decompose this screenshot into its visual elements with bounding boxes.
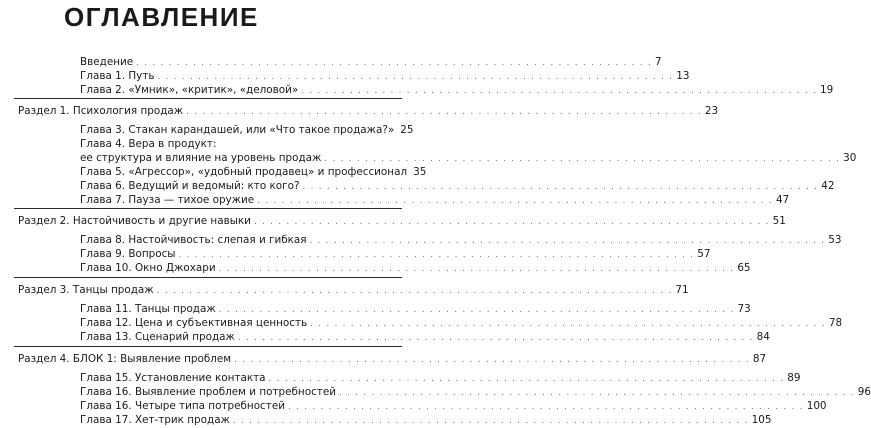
toc-entry-label: Глава 10. Окно Джохари <box>80 262 216 274</box>
toc-page-number: 89 <box>787 372 801 384</box>
toc-page-number: 19 <box>819 84 834 96</box>
dot-leader: . . . . . . . . . . . . . . . . . . . . . . . . . . . . . . . . . . . . . . . . . . . . . . . . . . . . . . . . . . . . . . . . <box>156 286 673 296</box>
toc-page-number: 78 <box>828 317 843 329</box>
toc-page-number: 84 <box>756 331 770 343</box>
dot-leader: . . . . . . . . . . . . . . . . . . . . . . . . . . . . . . . . . . . . . . . . . . . . . . . . . . . . . . . . . . . . . . . . <box>157 72 674 82</box>
toc-entry-chapter-7 <box>80 193 790 207</box>
toc-page-number: 30 <box>843 152 857 164</box>
toc-entry-chapter-4-continued <box>80 151 857 165</box>
toc-page-number: 7 <box>654 56 662 68</box>
toc-page-number: 96 <box>857 386 871 398</box>
toc-entry-label: Глава 16. Четыре типа потребностей <box>80 400 285 412</box>
toc-entry-label: Введение <box>80 56 134 68</box>
toc-entry-chapter-1 <box>80 69 690 83</box>
toc-entry-section-4 <box>18 352 767 366</box>
toc-entry-chapter-13 <box>80 330 770 344</box>
dot-leader: . . . . . . . . . . . . . . . . . . . . . . . . . . . . . . . . . . . . . . . . . . . . . . . . . . . . . . . . . . . . . . . . <box>257 196 773 206</box>
toc-page-number: 105 <box>751 414 772 426</box>
toc-entry-label: Глава 12. Цена и субъективная ценность <box>80 317 308 329</box>
dot-leader: . . . . . . . . . . . . . . . . . . . . . . . . . . . . . . . . . . . . . . . . . . . . . . . . . . . . . . . . . . . . . . . . <box>237 333 754 343</box>
dot-leader: . . . . . . . . . . . . . . . . . . . . . . . . . . . . . . . . . . . . . . . . . . . . . . . . . . . . . . . . . . . . . . . . <box>302 182 819 192</box>
toc-page-number: 47 <box>775 194 790 206</box>
toc-entry-label: Раздел 1. Психология продаж <box>18 105 184 117</box>
toc-entry-chapter-4 <box>80 137 402 151</box>
toc-entry-label: Глава 17. Хет-трик продаж <box>80 414 230 426</box>
dot-leader: . . . . . . . . . . . . . . . . . . . . . . . . . . . . . . . . . . . . . . . . . . . . . . . . . . . . . . . . . . . . . . . . <box>309 236 826 246</box>
toc-page-number: 42 <box>821 180 835 192</box>
toc-entry-intro <box>80 55 662 69</box>
toc-entry-chapter-5 <box>80 165 427 179</box>
toc-entry-chapter-9 <box>80 247 711 261</box>
toc-entry-label: Глава 11. Танцы продаж <box>80 303 216 315</box>
toc-entry-label: Глава 6. Ведущий и ведомый: кто кого? <box>80 180 300 192</box>
toc-entry-label: Глава 5. «Агрессор», «удобный продавец» и профессионал <box>80 166 408 178</box>
toc-page-number: 87 <box>752 353 767 365</box>
dot-leader: . . . . . . . . . . . . . . . . . . . . . . . . . . . . . . . . . . . . . . . . . . . . . . . . . . . . . . . . . . . . . . . . <box>218 305 735 315</box>
toc-page-number: 71 <box>675 284 689 296</box>
toc-page-number: 23 <box>704 105 719 117</box>
dot-leader: . . . . . . . . . . . . . . . . . . . . . . . . . . . . . . . . . . . . . . . . . . . . . . . . . . . . . . . . . . . . . . . . <box>253 217 770 227</box>
toc-page-number: 65 <box>737 262 751 274</box>
toc-entry-chapter-2 <box>80 83 834 97</box>
dot-leader: . . . . . . . . . . . . . . . . . . . . . . . . . . . . . . . . . . . . . . . . . . . . . . . . . . . . . . . . . . . . . . . . <box>136 58 652 68</box>
toc-entry-label: Глава 15. Установление контакта <box>80 372 266 384</box>
toc-entry-label: Раздел 4. БЛОК 1: Выявление проблем <box>18 353 232 365</box>
toc-entry-chapter-3 <box>80 123 414 137</box>
toc-entry-chapter-11 <box>80 302 751 316</box>
toc-page-number: 53 <box>828 234 842 246</box>
toc-page-number: 25 <box>400 124 414 136</box>
toc-entry-label: Глава 13. Сценарий продаж <box>80 331 235 343</box>
dot-leader: . . . . . . . . . . . . . . . . . . . . . . . . . . . . . . . . . . . . . . . . . . . . . . . . . . . . . . . . . . . . . . . . <box>324 154 841 164</box>
dot-leader: . . . . . . . . . . . . . . . . . . . . . . . . . . . . . . . . . . . . . . . . . . . . . . . . . . . . . . . . . . . . . . . . <box>232 416 749 426</box>
dot-leader: . . . . . . . . . . . . . . . . . . . . . . . . . . . . . . . . . . . . . . . . . . . . . . . . . . . . . . . . . . . . . . . . <box>234 355 750 365</box>
section-divider <box>14 346 402 347</box>
toc-entry-label: ее структура и влияние на уровень продаж <box>80 152 322 164</box>
toc-entry-label: Глава 2. «Умник», «критик», «деловой» <box>80 84 299 96</box>
toc-entry-chapter-8 <box>80 233 842 247</box>
toc-page-number: 57 <box>697 248 711 260</box>
toc-page-number: 51 <box>772 215 786 227</box>
toc-entry-section-1 <box>18 104 719 118</box>
dot-leader: . . . . . . . . . . . . . . . . . . . . . . . . . . . . . . . . . . . . . . . . . . . . . . . . . . . . . . . . . . . . . . . . <box>178 250 695 260</box>
dot-leader: . . . . . . . . . . . . . . . . . . . . . . . . . . . . . . . . . . . . . . . . . . . . . . . . . . . . . . . . . . . . . . . . <box>339 388 855 398</box>
toc-entry-label: Раздел 2. Настойчивость и другие навыки <box>18 215 251 227</box>
page-title: ОГЛАВЛЕНИЕ <box>64 2 259 32</box>
toc-page-number: 73 <box>737 303 751 315</box>
toc-entry-chapter-12 <box>80 316 843 330</box>
toc-page-number: 35 <box>413 166 427 178</box>
dot-leader: . . . . . . . . . . . . . . . . . . . . . . . . . . . . . . . . . . . . . . . . . . . . . . . . . . . . . . . . . . . . . . . . <box>310 319 826 329</box>
toc-entry-label: Глава 16. Выявление проблем и потребностей <box>80 386 336 398</box>
toc-entry-label: Глава 9. Вопросы <box>80 248 176 260</box>
dot-leader: . . . . . . . . . . . . . . . . . . . . . . . . . . . . . . . . . . . . . . . . . . . . . . . . . . . . . . . . . . . . . . . . <box>301 86 817 96</box>
toc-entry-label: Глава 1. Путь <box>80 70 155 82</box>
dot-leader: . . . . . . . . . . . . . . . . . . . . . . . . . . . . . . . . . . . . . . . . . . . . . . . . . . . . . . . . . . . . . . . . <box>268 374 785 384</box>
toc-entry-label: Глава 3. Стакан карандашей, или «Что такое продажа?» <box>80 124 395 136</box>
toc-entry-chapter-17 <box>80 413 772 427</box>
section-divider <box>14 277 402 278</box>
toc-page-number: 100 <box>806 400 827 412</box>
toc-entry-chapter-6 <box>80 179 835 193</box>
toc-entry-label: Глава 8. Настойчивость: слепая и гибкая <box>80 234 307 246</box>
toc-entry-section-3 <box>18 283 689 297</box>
toc-entry-section-2 <box>18 214 786 228</box>
toc-entry-label: Глава 7. Пауза — тихое оружие <box>80 194 255 206</box>
dot-leader: . . . . . . . . . . . . . . . . . . . . . . . . . . . . . . . . . . . . . . . . . . . . . . . . . . . . . . . . . . . . . . . . <box>287 402 804 412</box>
toc-entry-label: Глава 4. Вера в продукт: <box>80 138 217 150</box>
toc-entry-chapter-10 <box>80 261 751 275</box>
toc-page-number: 13 <box>676 70 690 82</box>
section-divider <box>14 98 402 99</box>
toc-entry-chapter-16b <box>80 399 827 413</box>
toc-entry-chapter-16 <box>80 385 871 399</box>
dot-leader: . . . . . . . . . . . . . . . . . . . . . . . . . . . . . . . . . . . . . . . . . . . . . . . . . . . . . . . . . . . . . . . . <box>186 107 702 117</box>
toc-entry-chapter-15 <box>80 371 801 385</box>
dot-leader: . . . . . . . . . . . . . . . . . . . . . . . . . . . . . . . . . . . . . . . . . . . . . . . . . . . . . . . . . . . . . . . . <box>218 264 735 274</box>
toc-entry-label: Раздел 3. Танцы продаж <box>18 284 154 296</box>
section-divider <box>14 208 402 209</box>
